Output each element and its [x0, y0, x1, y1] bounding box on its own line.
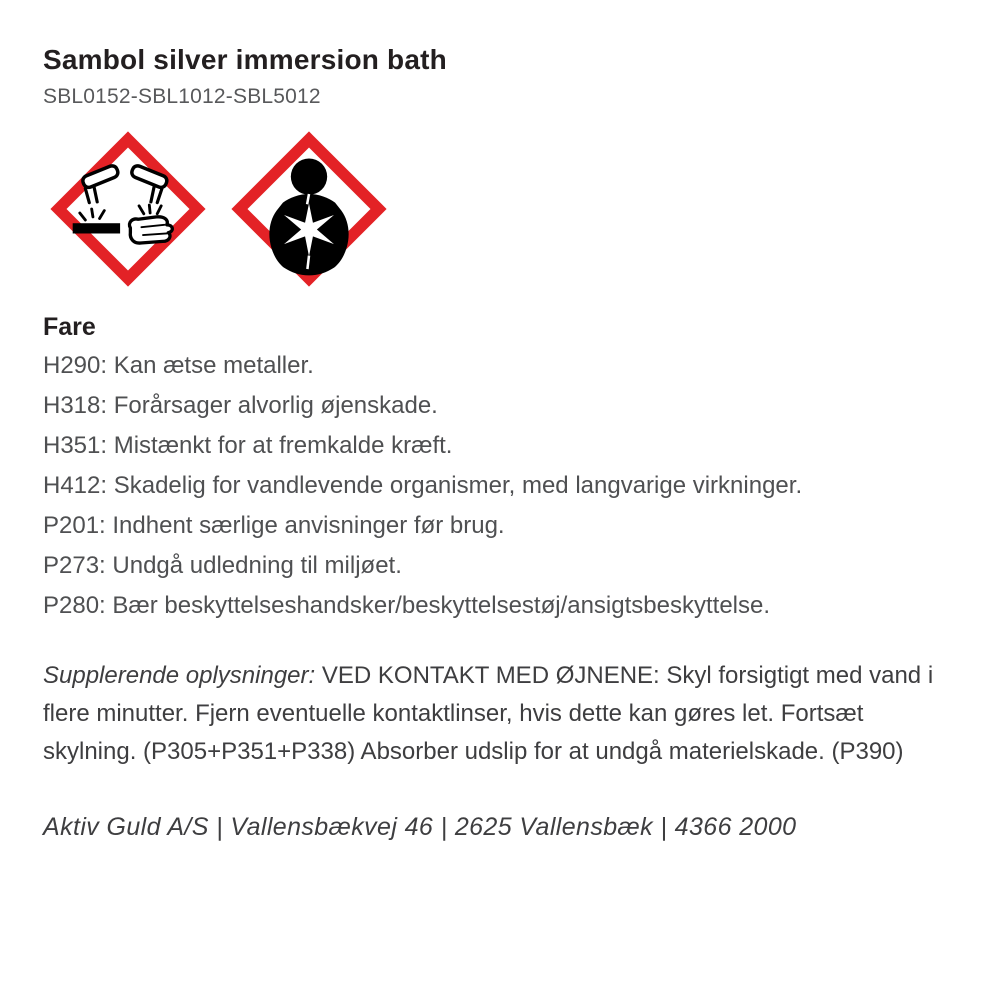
ghs08-health-hazard-icon	[230, 130, 388, 288]
hazard-statement: H290: Kan ætse metaller.	[43, 352, 314, 379]
hazard-statement: P201: Indhent særlige anvisninger før brug.	[43, 512, 505, 539]
ghs05-corrosive-icon	[49, 130, 207, 288]
supplementary-label: Supplerende oplysninger:	[43, 662, 316, 689]
hazard-statement: H351: Mistænkt for at fremkalde kræft.	[43, 432, 453, 459]
ghs-pictogram-row	[49, 130, 955, 288]
product-codes: SBL0152-SBL1012-SBL5012	[43, 85, 321, 108]
supplementary-information	[43, 657, 936, 771]
hazard-statement-list	[43, 346, 955, 626]
supplementary-text: VED KONTAKT MED ØJNENE: Skyl forsigtigt med vand i flere minutter. Fjern eventuelle kontaktlinser, hvis dette kan gøres let. Fortsæt skylning. (P305+P351+P338) Absorber udslip for at undgå materielskade. (P390)	[43, 662, 934, 765]
company-contact-line: Aktiv Guld A/S | Vallensbækvej 46 | 2625 Vallensbæk | 4366 2000	[43, 813, 797, 841]
hazard-statement: P273: Undgå udledning til miljøet.	[43, 552, 402, 579]
hazard-statement: P280: Bær beskyttelseshandsker/beskyttelsestøj/ansigtsbeskyttelse.	[43, 592, 771, 619]
page-title: Sambol silver immersion bath	[43, 44, 447, 75]
hazard-statement: H412: Skadelig for vandlevende organismer, med langvarige virkninger.	[43, 472, 803, 499]
hazard-statement: H318: Forårsager alvorlig øjenskade.	[43, 392, 438, 419]
signal-word: Fare	[43, 313, 96, 341]
